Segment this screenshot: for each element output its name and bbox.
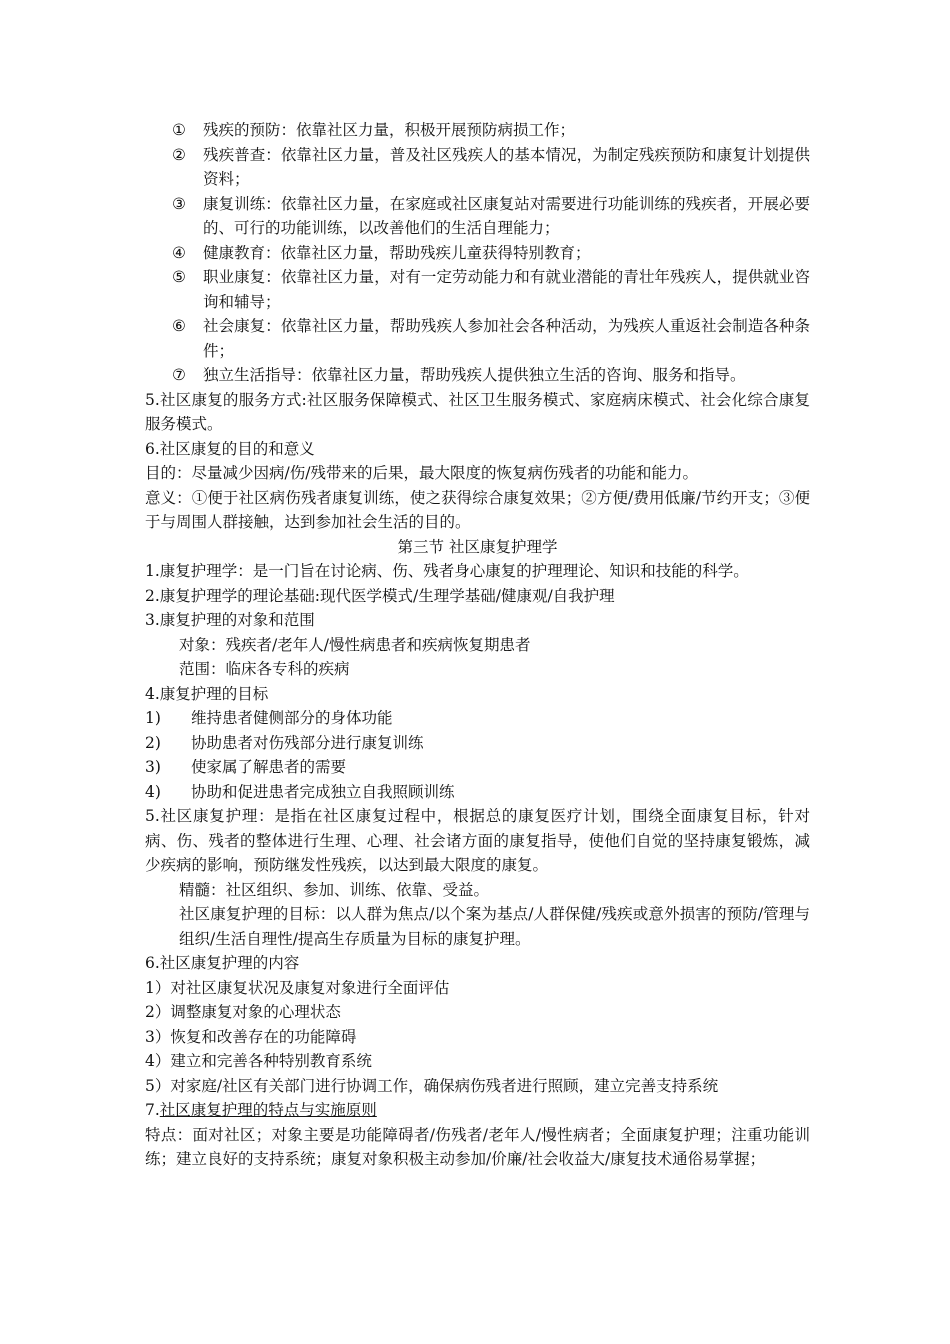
goals-heading: 4.康复护理的目标 xyxy=(145,684,269,703)
item-text: 职业康复：依靠社区力量，对有一定劳动能力和有就业潜能的青壮年残疾人，提供就业咨询和辅导； xyxy=(203,268,810,311)
goal-item xyxy=(145,780,810,805)
item-text: 残疾普查：依靠社区力量，普及社区残疾人的基本情况，为制定残疾预防和康复计划提供资料； xyxy=(203,145,810,188)
purpose-paragraph: 目的：尽量减少因病/伤/残带来的后果，最大限度的恢复病伤残者的功能和能力。 xyxy=(145,464,698,482)
features-heading-number: 7. xyxy=(145,1101,160,1119)
content-item: 5）对家庭/社区有关部门进行协调工作，确保病伤残者进行照顾，建立完善支持系统 xyxy=(145,1076,719,1095)
circled-item xyxy=(145,192,810,241)
features-heading-text: 社区康复护理的特点与实施原则 xyxy=(159,1101,377,1119)
goal-number: 2) xyxy=(145,733,161,752)
item-text: 社会康复：依靠社区力量，帮助残疾人参加社会各种活动，为残疾人重返社会制造各种条件； xyxy=(203,317,810,360)
content-item: 2）调整康复对象的心理状态 xyxy=(145,1003,341,1021)
object-scope-heading: 3.康复护理的对象和范围 xyxy=(145,611,315,629)
goal-text: 使家属了解患者的需要 xyxy=(191,758,347,776)
content-item: 1）对社区康复状况及康复对象进行全面评估 xyxy=(145,978,450,997)
goal-number: 1) xyxy=(145,709,161,727)
item-number: ⑦ xyxy=(172,366,186,384)
meaning-paragraph: 意义：①便于社区病伤残者康复训练，使之获得综合康复效果；②方便/费用低廉/节约开支；③便于与周围人群接触，达到参加社会生活的目的。 xyxy=(145,488,810,531)
goal-number: 3) xyxy=(145,758,161,776)
item-text: 残疾的预防：依靠社区力量，积极开展预防病损工作； xyxy=(203,121,576,139)
section-title: 第三节 社区康复护理学 xyxy=(397,537,558,556)
features-paragraph: 特点：面对社区；对象主要是功能障碍者/伤残者/老年人/慢性病者；全面康复护理；注重功能训练；建立良好的支持系统；康复对象积极主动参加/价廉/社会收益大/康复技术通俗易掌握； xyxy=(145,1125,810,1168)
community-nursing-paragraph: 5.社区康复护理：是指在社区康复过程中，根据总的康复医疗计划，围绕全面康复目标，针对病、伤、残者的整体进行生理、心理、社会诸方面的康复指导，使他们自觉的坚持康复锻炼，减少疾病的影响，预防继发性残疾，以达到最大限度的康复。 xyxy=(145,807,810,874)
item-text: 独立生活指导：依靠社区力量，帮助残疾人提供独立生活的咨询、服务和指导。 xyxy=(203,366,746,384)
goal-text: 维持患者健侧部分的身体功能 xyxy=(191,709,393,727)
goal-text: 协助和促进患者完成独立自我照顾训练 xyxy=(191,782,455,801)
goal-item xyxy=(145,731,810,756)
circled-item xyxy=(145,241,810,266)
circled-item xyxy=(145,265,810,314)
goal-item xyxy=(145,706,810,731)
item-text: 康复训练：依靠社区力量，在家庭或社区康复站对需要进行功能训练的残疾者，开展必要的、可行的功能训练，以改善他们的生活自理能力； xyxy=(203,194,810,237)
item-text: 健康教育：依靠社区力量，帮助残疾儿童获得特别教育； xyxy=(203,243,591,262)
item-number: ③ xyxy=(172,194,186,213)
item-number: ⑥ xyxy=(172,317,186,335)
scope-line: 范围：临床各专科的疾病 xyxy=(179,660,350,678)
goal-number: 4) xyxy=(145,782,161,801)
goal-item xyxy=(145,755,810,780)
goal-text: 协助患者对伤残部分进行康复训练 xyxy=(191,733,424,752)
purpose-heading: 6.社区康复的目的和意义 xyxy=(145,439,315,458)
item-number: ② xyxy=(172,145,186,164)
content-item: 4）建立和完善各种特别教育系统 xyxy=(145,1052,372,1070)
object-line: 对象：残疾者/老年人/慢性病患者和疾病恢复期患者 xyxy=(179,635,531,654)
circled-item xyxy=(145,143,810,192)
item-number: ⑤ xyxy=(172,268,186,286)
definition-paragraph: 1.康复护理学：是一门旨在讨论病、伤、残者身心康复的护理理论、知识和技能的科学。 xyxy=(145,562,749,580)
document-page xyxy=(145,118,810,1172)
item-number: ④ xyxy=(172,243,186,262)
circled-item xyxy=(145,118,810,143)
content-item: 3）恢复和改善存在的功能障碍 xyxy=(145,1027,357,1046)
essence-line: 精髓：社区组织、参加、训练、依靠、受益。 xyxy=(179,880,490,899)
circled-item xyxy=(145,314,810,363)
service-modes-paragraph: 5.社区康复的服务方式:社区服务保障模式、社区卫生服务模式、家庭病床模式、社会化综合康复服务模式。 xyxy=(145,390,810,433)
content-heading: 6.社区康复护理的内容 xyxy=(145,954,300,972)
circled-item xyxy=(145,363,810,388)
item-number: ① xyxy=(172,121,186,139)
community-goal-paragraph: 社区康复护理的目标：以人群为焦点/以个案为基点/人群保健/残疾或意外损害的预防/管理与组织/生活自理性/提高生存质量为目标的康复护理。 xyxy=(179,905,810,948)
theory-paragraph: 2.康复护理学的理论基础:现代医学模式/生理学基础/健康观/自我护理 xyxy=(145,586,615,605)
features-heading xyxy=(145,1098,810,1123)
